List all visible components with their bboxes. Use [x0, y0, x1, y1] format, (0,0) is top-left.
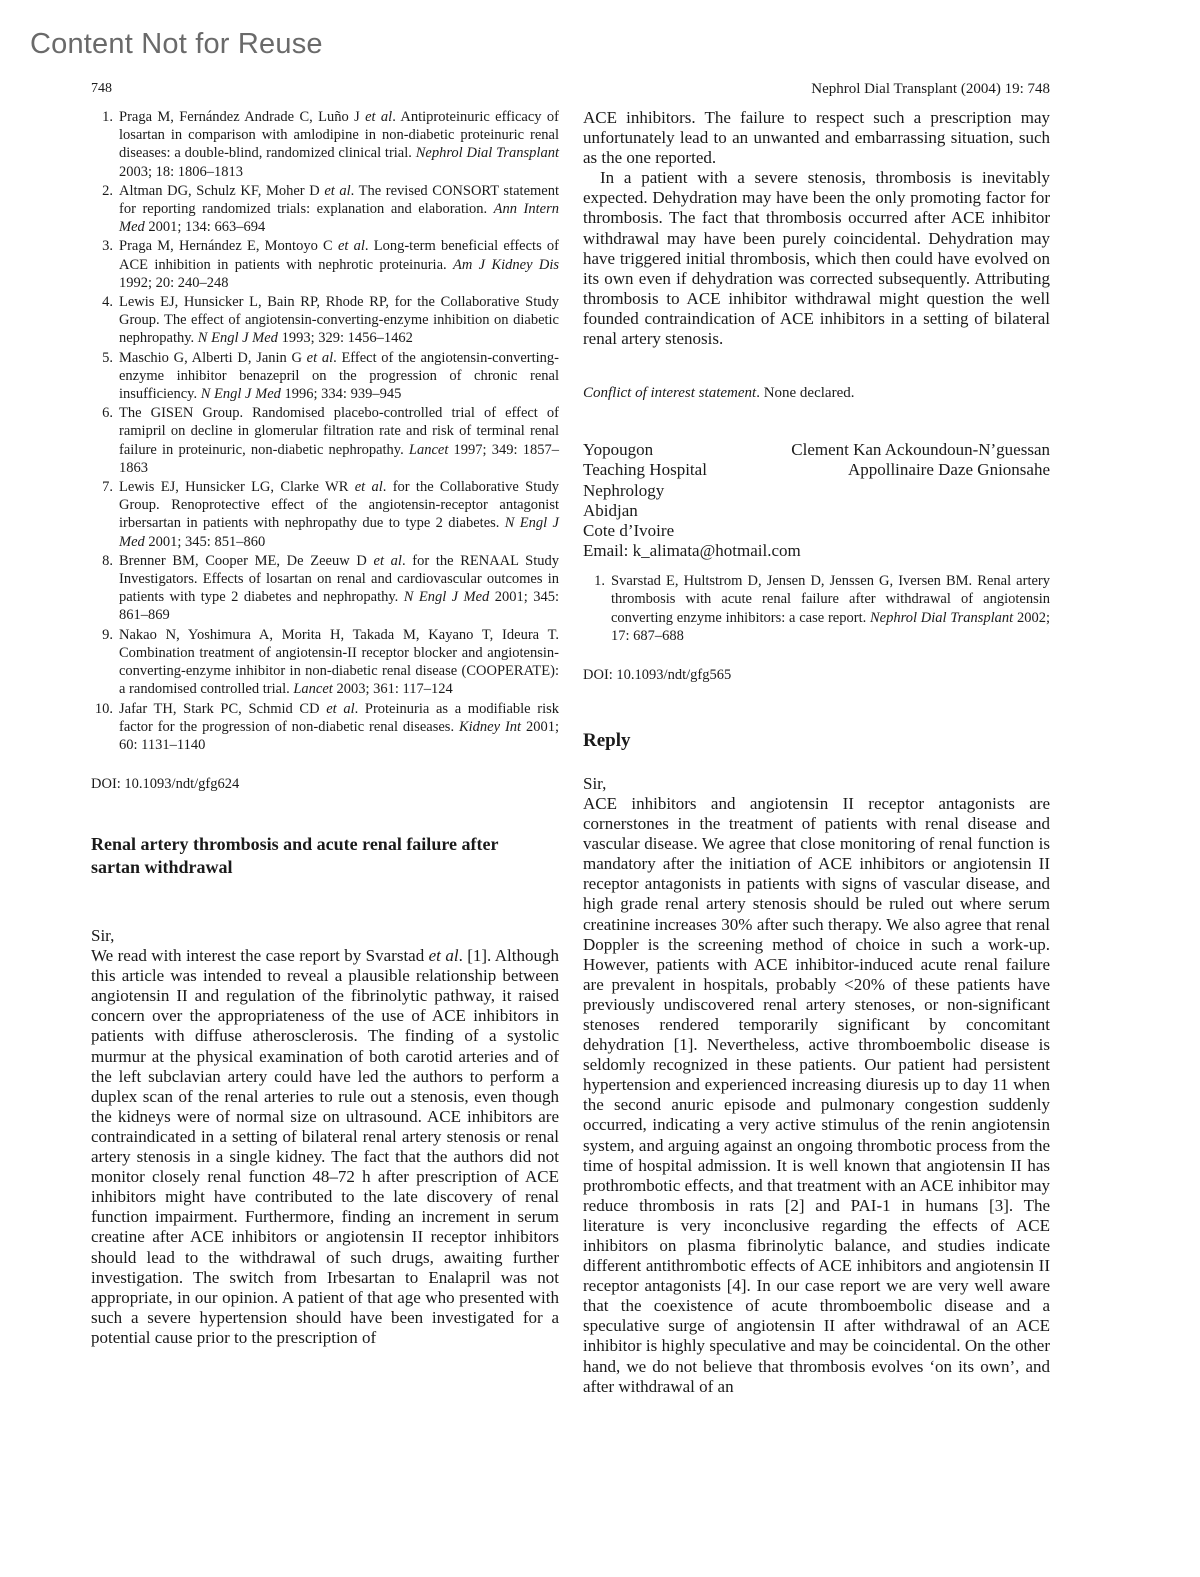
reference-etal: et al — [373, 552, 402, 569]
reference-text: . for the Collaborative Study Group. Renoprotective effect of the angiotensin-receptor antagonist irbersartan in patients with nephropathy due to type 2 diabetes. — [119, 479, 560, 532]
reference-citation: 2003; 361: 117–124 — [332, 681, 453, 698]
reference-number: 6. — [102, 405, 113, 422]
reference-text: Altman DG, Schulz KF, Moher D — [119, 182, 325, 199]
reference-journal: Lancet — [408, 441, 449, 458]
reference-journal: N Engl J Med — [200, 386, 281, 403]
reference-journal: N Engl J Med — [119, 515, 559, 550]
reference-text: Maschio G, Alberti D, Janin G — [119, 349, 307, 366]
reference-journal: Am J Kidney Dis — [452, 256, 560, 273]
reference-citation: 2001; 345: 861–869 — [119, 589, 559, 624]
author-names — [791, 440, 1050, 480]
author-email[interactable]: Email: k_alimata@hotmail.com — [583, 541, 801, 561]
letter-paragraph-continued: ACE inhibitors. The failure to respect such a prescription may unfortunately lead to an unwanted and embarrassing situation, such as the one reported. — [583, 108, 1050, 168]
conflict-of-interest — [583, 385, 1050, 402]
watermark: Content Not for Reuse — [30, 28, 323, 60]
reference-citation: 2001; 134: 663–694 — [144, 219, 266, 236]
reference-text: . Long-term beneficial effects of ACE inhibition in patients with nephrotic proteinuria. — [119, 238, 560, 273]
reference-journal: Nephrol Dial Transplant — [415, 145, 559, 162]
reference-number: 1. — [594, 573, 605, 590]
reference-item — [91, 237, 559, 292]
author-name: Clement Kan Ackoundoun-N’guessan — [791, 440, 1050, 460]
doi-left: DOI: 10.1093/ndt/gfg624 — [91, 776, 240, 793]
address-line: Teaching Hospital — [583, 460, 707, 480]
letter-title: Renal artery thrombosis and acute renal failure after sartan withdrawal — [91, 834, 499, 878]
page-number: 748 — [91, 81, 112, 96]
reference-etal: et al — [324, 182, 351, 199]
reference-number: 3. — [102, 238, 113, 255]
reference-etal: et al — [306, 349, 334, 366]
letter-paragraph: In a patient with a severe stenosis, thrombosis is inevitably expected. Dehydration may have been the only promoting factor for thrombosis. The fact that thrombosis occurred after ACE inhibitor withdrawal may have been purely coincidental. Dehydration may have triggered initial thrombosis, which then could have evolved on its own even if dehydration was corrected subsequently. Attributing thrombosis to ACE inhibitor withdrawal might question the well founded contraindication of ACE inhibitors in a setting of bilateral renal artery stenosis. — [583, 168, 1050, 349]
journal-reference: Nephrol Dial Transplant (2004) 19: 748 — [811, 81, 1050, 97]
reference-etal: et al — [354, 479, 383, 496]
reply-title: Reply — [583, 729, 631, 751]
address-line: Abidjan — [583, 500, 638, 520]
reference-citation: 2002; 17: 687–688 — [611, 609, 1050, 644]
letter-text: We read with interest the case report by Svarstad — [91, 946, 429, 966]
address-line: Nephrology — [583, 480, 665, 500]
reference-text: . Effect of the angiotensin-converting-enzyme inhibitor benazepril on the progression of chronic renal insufficiency. — [119, 349, 560, 403]
reference-journal: Nephrol Dial Transplant — [870, 609, 1014, 626]
reference-citation: 1993; 329: 1456–1462 — [277, 330, 413, 347]
right-column — [583, 108, 1050, 1397]
letter-etal: et al — [428, 946, 459, 966]
reference-number: 10. — [94, 700, 113, 717]
reference-number: 2. — [102, 182, 113, 199]
reference-citation: 2003; 18: 1806–1813 — [119, 163, 244, 180]
reference-text: . Antiproteinuric efficacy of losartan in comparison with amlodipine in non-diabetic proteinuric renal diseases: a double-blind, randomized clinical trial. — [119, 109, 559, 162]
reference-item — [91, 552, 559, 625]
reference-etal: et al — [365, 109, 393, 125]
reference-text: Praga M, Fernández Andrade C, Luño J — [119, 109, 366, 125]
reference-journal: N Engl J Med — [197, 330, 278, 347]
reference-text: The GISEN Group. Randomised placebo-controlled trial of effect of ramipril on decline in glomerular filtration rate and risk of terminal renal failure in proteinuric, non-diabetic nephropathy. — [119, 405, 559, 458]
reference-citation: 2001; 345: 851–860 — [144, 533, 266, 550]
reference-etal: et al — [337, 238, 365, 255]
author-name: Appollinaire Daze Gnionsahe — [847, 460, 1050, 480]
reference-journal: Ann Intern Med — [119, 201, 559, 236]
reference-number: 9. — [102, 626, 113, 643]
reference-list — [91, 108, 559, 754]
reference-item — [91, 404, 559, 477]
reference-text: Praga M, Hernández E, Montoyo C — [119, 238, 338, 255]
reference-item — [91, 182, 559, 237]
reference-item — [91, 700, 559, 755]
doi-right: DOI: 10.1093/ndt/gfg565 — [583, 666, 732, 683]
reference-citation: 1996; 334: 939–945 — [280, 386, 402, 403]
reference-item — [91, 626, 559, 699]
reference-citation: 1992; 20: 240–248 — [119, 274, 229, 291]
letter-paragraph — [91, 946, 559, 1348]
reply-paragraph: ACE inhibitors and angiotensin II receptor antagonists are cornerstones in the treatment of patients with renal disease and vascular disease. We agree that close monitoring of renal function is mandatory after the initiation of ACE inhibitors or angiotensin II receptor antagonists in patients with signs of vascular disease, and high grade renal artery stenosis should be ruled out where serum creatinine increases 30% after such therapy. We also agree that renal Doppler is the screening method of choice in such a work-up. However, patients with ACE inhibitor-induced acute renal failure are prevalent in hospitals, probably <20% of these patients have previously undiscovered renal artery stenoses, or non-significant stenoses rendered temporarily significant by concomitant dehydration [1]. Nevertheless, active thromboembolic disease is seldomly recognized in these patients. Our patient had persistent hypertension and experienced increasing diuresis up to day 11 when the second anuric episode and pulmonary congestion suddenly occurred, indicating a very active stimulus of the renin angiotensin system, and arguing against an ongoing thrombotic process from the time of hospital admission. It is well known that angiotensin II has prothrombotic effects, and that treatment with an ACE inhibitor may reduce thrombosis in rats [2] and PAI-1 in humans [3]. The literature is very inconclusive regarding the effects of ACE inhibitors on plasma fibrinolytic balance, and studies indicate different antithrombotic effects of ACE inhibitors and angiotensin II receptor antagonists [4]. In our case report we are very well aware that the coexistence of acute thromboembolic disease and a speculative surge of angiotensin II after withdrawal of an ACE inhibitor is highly speculative and may be coincidental. On the other hand, we do not believe that thrombosis evolves ‘on its own’, and after withdrawal of an — [583, 793, 1050, 1396]
reference-journal: Kidney Int — [458, 718, 522, 735]
reference-text: Lewis EJ, Hunsicker L, Bain RP, Rhode RP, for the Collaborative Study Group. The effect of angiotensin-converting-enzyme inhibition on diabetic nephropathy. — [119, 294, 559, 347]
reference-item — [583, 572, 1050, 645]
coi-text: . None declared. — [756, 385, 855, 402]
author-affiliation — [583, 440, 1050, 562]
address-line: Yopougon — [583, 440, 654, 460]
reference-number: 7. — [102, 479, 113, 496]
coi-label: Conflict of interest statement — [583, 385, 757, 402]
reference-number: 5. — [102, 349, 113, 366]
reference-text: Jafar TH, Stark PC, Schmid CD — [119, 700, 327, 717]
reference-item — [91, 349, 559, 404]
reference-text: . for the RENAAL Study Investigators. Effects of losartan on renal and cardiovascular outcomes in patients with type 2 diabetes and nephropathy. — [119, 552, 559, 606]
reply-salutation: Sir, — [583, 773, 607, 793]
letter-reference-list — [583, 572, 1050, 645]
reference-citation: 1997; 349: 1857–1863 — [119, 441, 559, 476]
institution-address — [583, 440, 707, 541]
letter-text: . [1]. Although this article was intended to reveal a plausible relationship between angiotensin II and regulation of the fibrinolytic pathway, it raised concern over the appropriateness of the use of ACE inhibitors in patients with diffuse atherosclerosis. The finding of a systolic murmur at the physical examination of both carotid arteries and of the left subclavian artery could have led the authors to perform a duplex scan of the renal arteries to rule out a stenosis, even though the kidneys were of normal size on ultrasound. ACE inhibitors are contraindicated in a setting of bilateral renal artery stenosis or renal artery stenosis in a single kidney. The fact that the authors did not monitor closely renal function 48–72 h after prescription of ACE inhibitors might have contributed to the late discovery of renal function impairment. Furthermore, finding an increment in serum creatine after ACE inhibitors or angiotensin II receptor inhibitors should lead to the withdrawal of such drugs, awaiting further investigation. The switch from Irbesartan to Enalapril was not appropriate, in our opinion. A patient of that age who presented with such a severe hypertension should have been investigated for a potential cause prior to the prescription of — [91, 946, 560, 1347]
reference-number: 4. — [102, 294, 113, 311]
reference-text: Svarstad E, Hultstrom D, Jensen D, Jenssen G, Iversen BM. Renal artery thrombosis with acute renal failure after withdrawal of angiotensin converting enzyme inhibitors: a case report. — [611, 573, 1050, 626]
reference-journal: Lancet — [293, 681, 333, 698]
reference-item — [91, 293, 559, 348]
reference-text: Nakao N, Yoshimura A, Morita H, Takada M, Kayano T, Ideura T. Combination treatment of angiotensin-II receptor blocker and angiotensin-converting-enzyme inhibitor in non-diabetic renal disease (COOPERATE): a randomised controlled trial. — [119, 626, 559, 698]
reference-journal: N Engl J Med — [403, 589, 490, 606]
reference-text: . The revised CONSORT statement for reporting randomized trials: explanation and elaboration. — [119, 182, 559, 218]
reference-etal: et al — [326, 700, 355, 717]
reference-item — [91, 478, 559, 551]
reference-citation: 2001; 60: 1131–1140 — [119, 718, 559, 753]
reference-item — [91, 108, 559, 181]
reference-text: Lewis EJ, Hunsicker LG, Clarke WR — [119, 479, 355, 496]
letter-salutation: Sir, — [91, 926, 115, 946]
reference-number: 1. — [102, 109, 113, 125]
reference-number: 8. — [102, 552, 113, 569]
reference-text: . Proteinuria as a modifiable risk factor for the progression of non-diabetic renal diseases. — [119, 700, 560, 735]
reference-text: Brenner BM, Cooper ME, De Zeeuw D — [119, 552, 374, 569]
address-line: Cote d’Ivoire — [583, 520, 675, 540]
left-column — [91, 108, 559, 1348]
